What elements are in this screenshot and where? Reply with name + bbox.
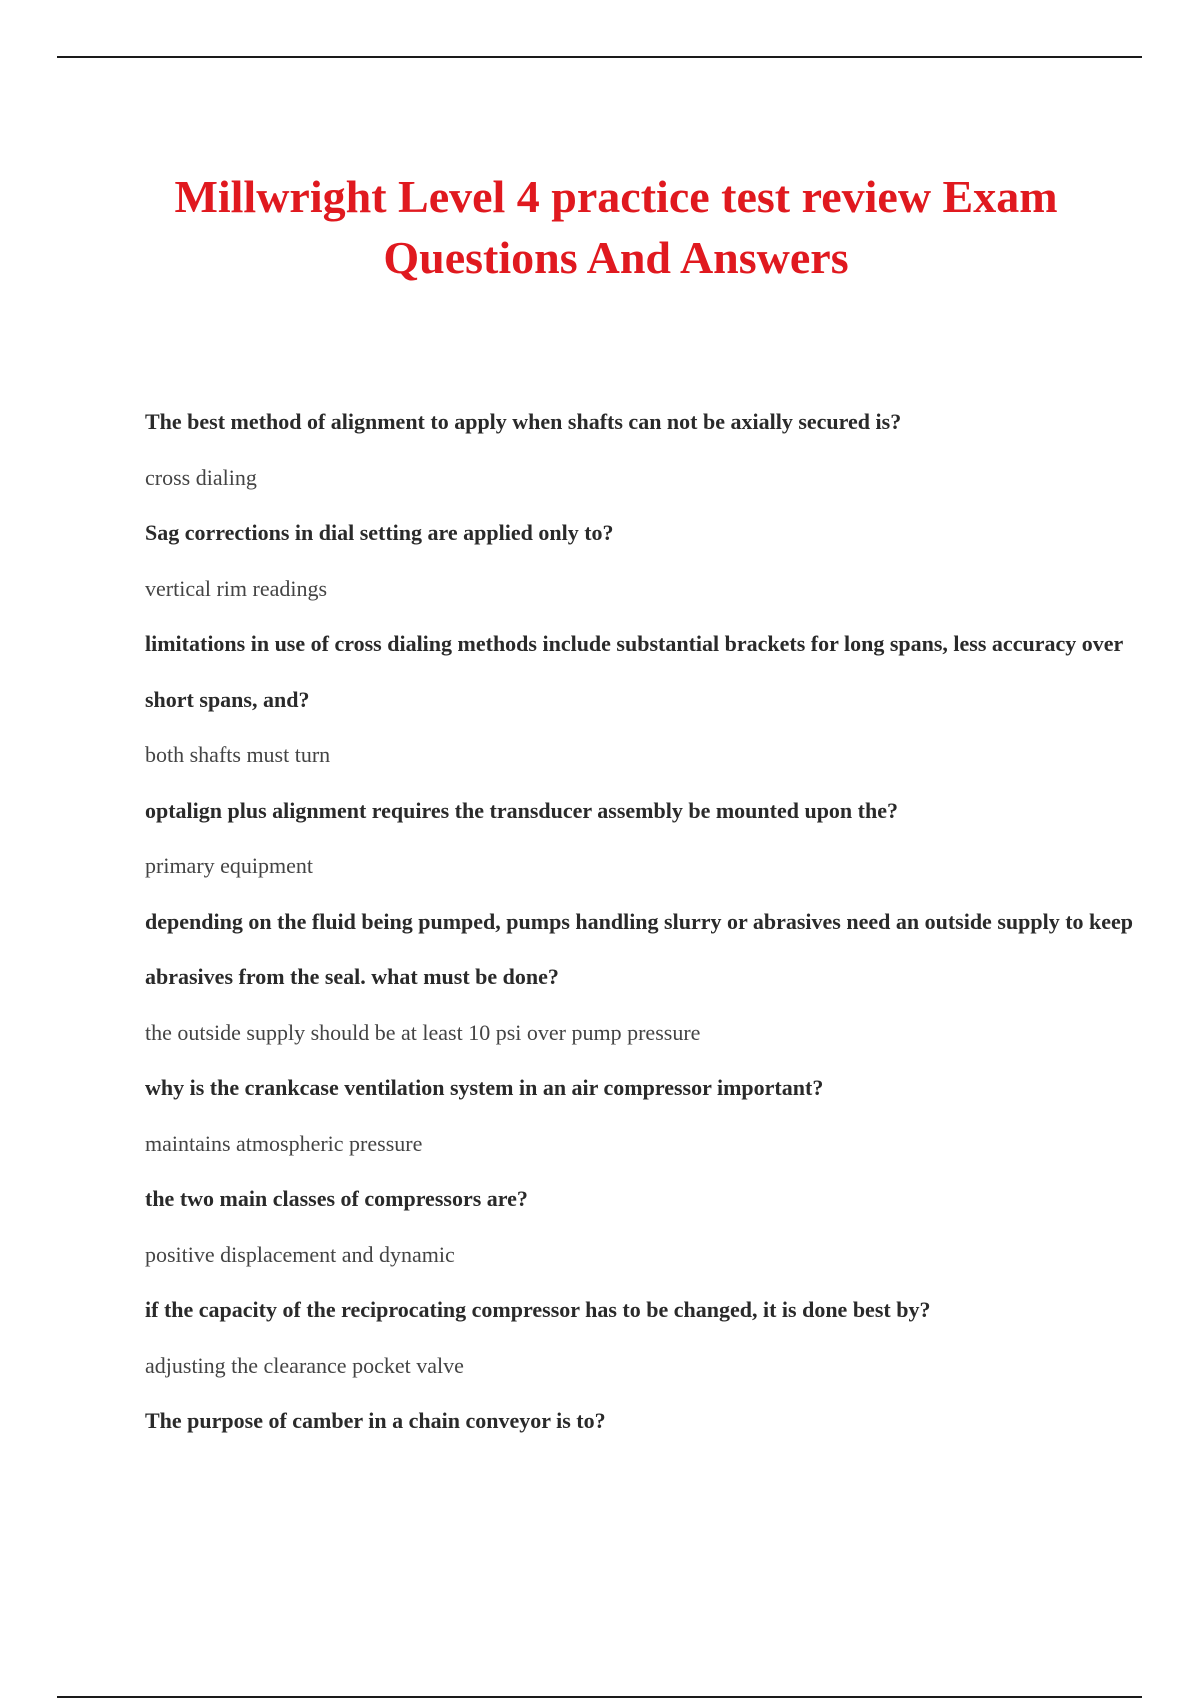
answer-text: vertical rim readings — [145, 575, 328, 601]
answer-text: maintains atmospheric pressure — [145, 1130, 423, 1156]
question-text: The best method of alignment to apply when shafts can not be axially secured is? — [145, 409, 902, 434]
question-text: why is the crankcase ventilation system in an air compressor important? — [145, 1075, 824, 1100]
question-text: depending on the fluid being pumped, pumps handling slurry or abrasives need an outside supply to keep abrasives from the seal. what must be done? — [145, 908, 1134, 989]
answer-text: cross dialing — [145, 464, 257, 490]
question-text: the two main classes of compressors are? — [145, 1186, 528, 1211]
question-text: limitations in use of cross dialing methods include substantial brackets for long spans, less accuracy over short spans, and? — [145, 631, 1123, 712]
qa-list — [145, 394, 1145, 1449]
document-title: Millwright Level 4 practice test review Exam Questions And Answers — [174, 171, 1058, 283]
question-text: optalign plus alignment requires the transducer assembly be mounted upon the? — [145, 797, 898, 823]
answer-text: both shafts must turn — [145, 742, 331, 767]
top-rule — [57, 56, 1142, 58]
question-text: if the capacity of the reciprocating compressor has to be changed, it is done best by? — [145, 1297, 931, 1322]
question-text: Sag corrections in dial setting are applied only to? — [145, 520, 614, 545]
answer-text: positive displacement and dynamic — [145, 1241, 455, 1267]
answer-text: the outside supply should be at least 10 psi over pump pressure — [145, 1019, 701, 1045]
answer-text: adjusting the clearance pocket valve — [145, 1352, 464, 1378]
question-text: The purpose of camber in a chain conveyor is to? — [145, 1408, 606, 1433]
bottom-rule — [57, 1696, 1142, 1698]
answer-text: primary equipment — [145, 853, 314, 878]
